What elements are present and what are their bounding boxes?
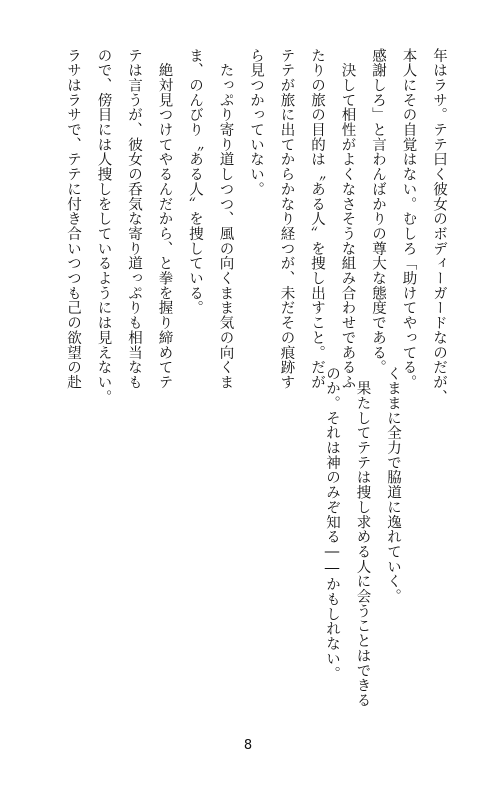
main-text-bottom	[317, 366, 409, 711]
text-line: 感謝しろ」と言わんばかりの尊大な態度である。	[370, 48, 386, 375]
text-line: ら見つかっていない。	[248, 48, 264, 197]
text-line: ので、傍目には人捜しをしているようには見えない。	[95, 48, 112, 405]
text-line: テテが旅に出てからかなり経つが、未だその痕跡す	[278, 48, 295, 390]
text-line: 年はラサ。テテ曰く彼女のボディーガードなのだが、	[431, 48, 447, 405]
text-line: 果たしてテテは捜し求める人に会うことはできる	[354, 366, 371, 708]
text-line: 決して相性がよくなさそうな組み合わせであるふ	[339, 48, 356, 390]
text-line: 絶対見つけてやるんだから、と拳を握り締めてテ	[156, 48, 173, 390]
text-line: くままに全力で脇道に逸れていく。	[385, 366, 401, 604]
page-number: 8	[243, 738, 253, 753]
text-line: 本人にその自覚はない。むしろ「助けてやってる。	[400, 48, 417, 390]
text-line: たっぷり寄り道しつつ、風の向くまま気の向くま	[217, 48, 234, 390]
text-line: テは言うが、彼女の呑気な寄り道っぷりも相当なも	[126, 48, 142, 390]
text-line: ま、のんびり〝ある人〟を捜している。	[187, 48, 203, 316]
text-line: のか。それは神のみぞ知る――かもしれない。	[324, 366, 340, 681]
main-text-top	[58, 48, 455, 405]
text-line: たりの旅の目的は〝ある人〟を捜し出すこと。だが	[309, 48, 325, 390]
text-line: ラサはラサで、テテに付き合いつつも己の欲望の赴	[65, 48, 81, 390]
